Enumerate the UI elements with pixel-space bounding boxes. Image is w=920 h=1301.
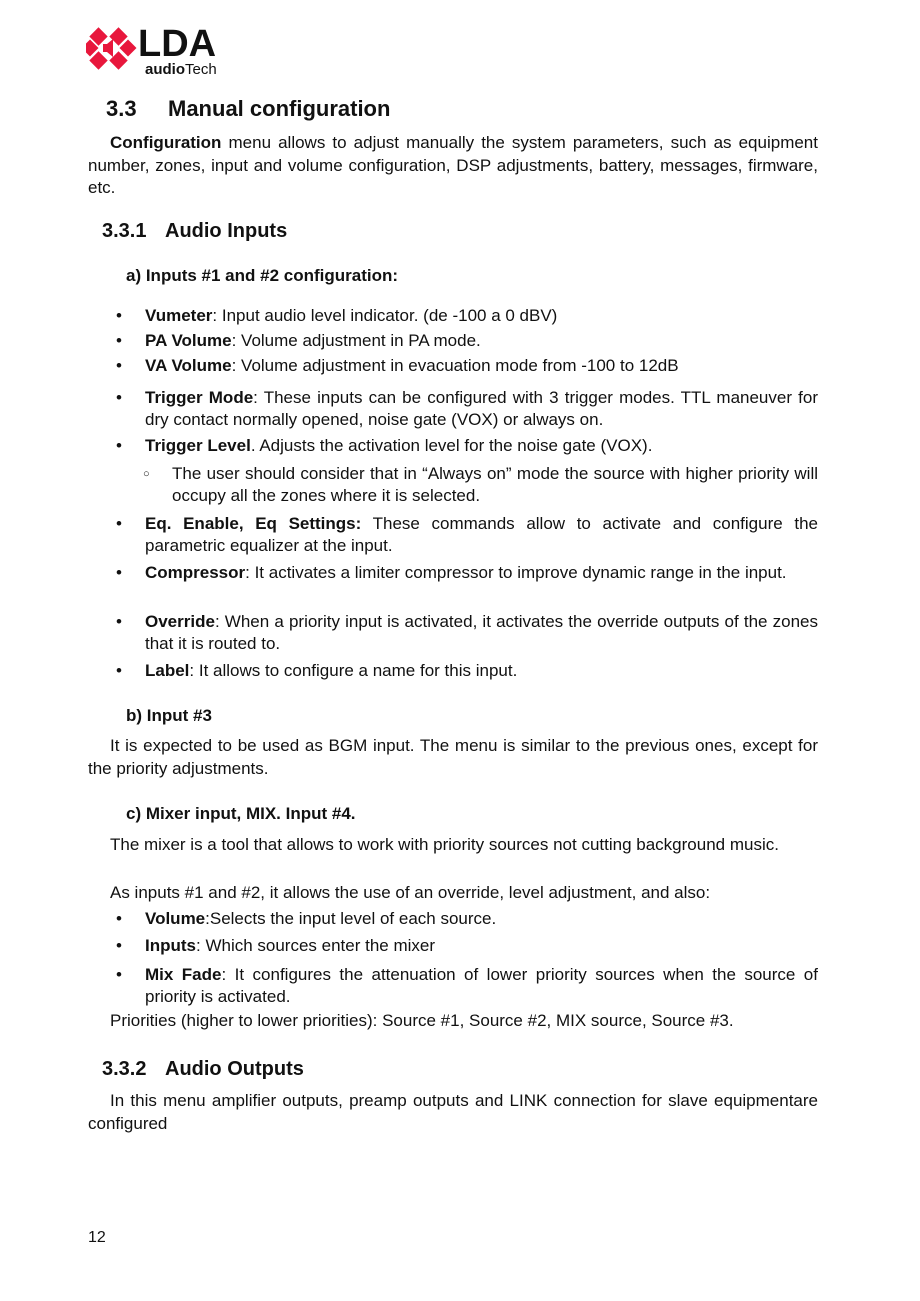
bullet-item: • Compressor: It activates a limiter compressor to improve dynamic range in the input. bbox=[145, 562, 818, 584]
input3-paragraph: It is expected to be used as BGM input. The menu is similar to the previous ones, except for the priority adjustments. bbox=[88, 736, 818, 778]
bullet-item: • Inputs: Which sources enter the mixer bbox=[145, 935, 818, 957]
lda-diamond-icon bbox=[86, 24, 231, 78]
section-heading-3-3: 3.3 Manual configuration bbox=[106, 96, 391, 121]
lda-logo bbox=[86, 24, 231, 83]
section-heading-3-3-1: 3.3.1 Audio Inputs bbox=[102, 220, 288, 242]
mixer-paragraph: The mixer is a tool that allows to work with priority sources not cutting background music. bbox=[110, 835, 779, 854]
bullet-item: • Trigger Level. Adjusts the activation level for the noise gate (VOX). bbox=[145, 435, 818, 457]
mixer-paragraph-2: As inputs #1 and #2, it allows the use of an override, level adjustment, and also: bbox=[110, 883, 711, 902]
bullet-item: • PA Volume: Volume adjustment in PA mode. bbox=[145, 330, 818, 352]
bullet-item: • Trigger Mode: These inputs can be configured with 3 trigger modes. TTL maneuver for dry contact normally opened, noise gate (VOX) or always on. bbox=[145, 387, 818, 431]
bullet-item: • Override: When a priority input is activated, it activates the override outputs of the zones that it is routed to. bbox=[145, 611, 818, 655]
outputs-paragraph: In this menu amplifier outputs, preamp outputs and LINK connection for slave equipmentare configured bbox=[88, 1091, 818, 1133]
intro-paragraph: Configuration menu allows to adjust manually the system parameters, such as equipment number, zones, input and volume configuration, DSP adjustments, battery, messages, firmware, etc. bbox=[88, 133, 818, 197]
bullet-item: • Label: It allows to configure a name for this input. bbox=[145, 660, 818, 682]
subheading-b: b) Input #3 bbox=[126, 706, 212, 725]
page-number: 12 bbox=[88, 1229, 106, 1246]
bullet-item: • VA Volume: Volume adjustment in evacuation mode from -100 to 12dB bbox=[145, 355, 818, 377]
bullet-item: • Volume:Selects the input level of each source. bbox=[145, 908, 818, 930]
subheading-a: a) Inputs #1 and #2 configuration: bbox=[126, 266, 399, 285]
bullet-item: • Mix Fade: It configures the attenuation of lower priority sources when the source of priority is activated. bbox=[145, 964, 818, 1008]
svg-text:LDA: LDA bbox=[138, 24, 217, 65]
sub-bullet-note: ○ The user should consider that in “Always on” mode the source with higher priority will occupy all the zones where it is selected. bbox=[172, 463, 818, 507]
priorities-paragraph: Priorities (higher to lower priorities): Source #1, Source #2, MIX source, Source #3. bbox=[110, 1011, 734, 1030]
bullet-item: • Vumeter: Input audio level indicator. (de -100 a 0 dBV) bbox=[145, 305, 818, 327]
subheading-c: c) Mixer input, MIX. Input #4. bbox=[126, 804, 356, 823]
section-heading-3-3-2: 3.3.2 Audio Outputs bbox=[102, 1058, 304, 1080]
svg-text:audioTech: audioTech bbox=[145, 61, 217, 78]
bullet-item: • Eq. Enable, Eq Settings: These commands allow to activate and configure the parametric equalizer at the input. bbox=[145, 513, 818, 557]
